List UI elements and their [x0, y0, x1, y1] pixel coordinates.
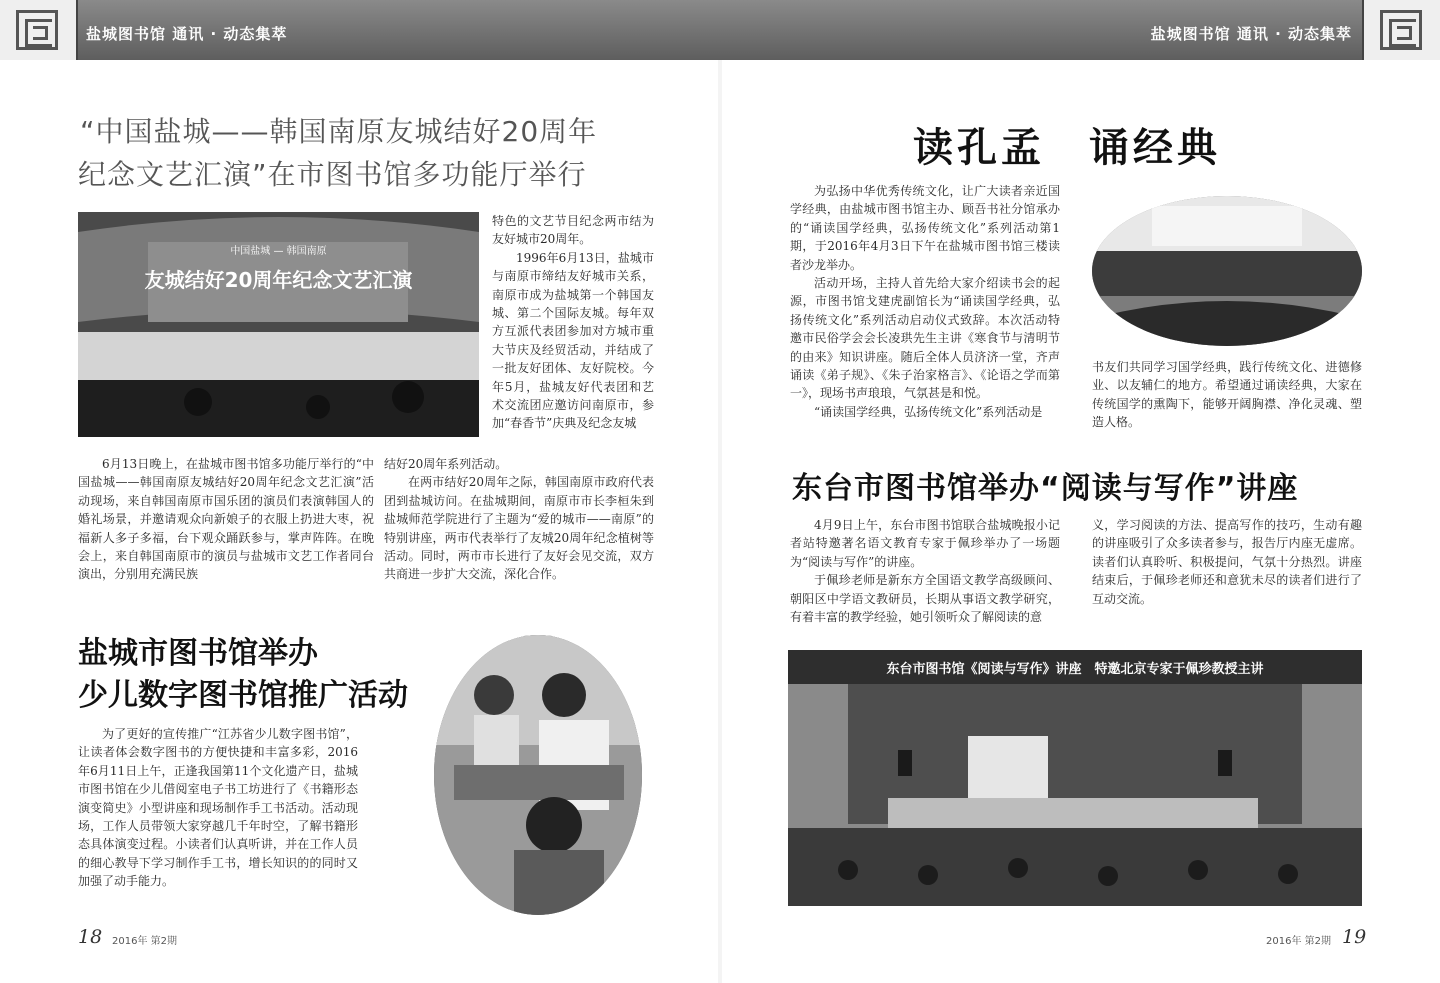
lecture-hall-photo	[788, 650, 1362, 906]
article1-title-line1: “中国盐城——韩国南原友城结好20周年	[80, 115, 598, 148]
left-header-title: 盐城图书馆 通讯 · 动态集萃	[86, 25, 288, 43]
article3-p3: “诵读国学经典，弘扬传统文化”系列活动是	[814, 404, 1043, 419]
article1-bottom-left: 6月13日晚上，在盐城市图书馆多功能厅举行的“中国盐城——韩国南原友城结好20周年纪念文艺汇演”活动现场，来自韩国南原市国乐团的演员们表演韩国人的婚礼场景，并邀请观众向新娘子的衣服上扔进大枣，祝福新人多子多福，台下观众踊跃参与，掌声阵阵。在晚会上，来自韩国南原市的演员与盐城市文艺工作者同台演出，分别用充满民族	[78, 457, 374, 582]
article1-bottom-right	[384, 455, 654, 584]
article1-title-line2: 纪念文艺汇演”在市图书馆多功能厅举行	[78, 158, 587, 191]
article1-right-column	[492, 212, 654, 433]
article1-bottom-right-p2: 在两市结好20周年之际，韩国南原市政府代表团到盐城访问。在盐城期间，南原市市长李桓朱到盐城师范学院进行了主题为“爱的城市——南原”的特别讲座，两市代表举行了友城20周年纪念植树等活动。同时，两市市长进行了友好会见交流，双方共商进一步扩大交流，深化合作。	[384, 475, 654, 582]
right-header-title: 盐城图书馆 通讯 · 动态集萃	[1150, 25, 1352, 43]
banner-line2: 友城结好20周年纪念文艺汇演	[144, 268, 413, 292]
article2-body: 为了更好的宣传推广“江苏省少儿数字图书馆”，让读者体会数字图书的方便快捷和丰富多彩，2016年6月11日上午，正逢我国第11个文化遗产日，盐城市图书馆在少儿借阅室电子书工坊进行了《书籍形态演变简史》小型讲座和现场制作手工书活动。活动现场，工作人员带领大家穿越几千年时空，了解书籍形态具体演变过程。小读者们认真听讲，并在工作人员的细心教导下学习制作手工书，增长知识的的同时又加强了动手能力。	[78, 727, 358, 889]
article2-title-line1: 盐城市图书馆举办	[78, 636, 318, 671]
page-gutter	[718, 60, 722, 983]
library-seal-icon	[1380, 10, 1422, 50]
left-logo-box	[0, 0, 78, 60]
article4-p1: 4月9日上午，东台市图书馆联合盐城晚报小记者站特邀著名语文教育专家于佩珍举办了一场题为“阅读与写作”的讲座。	[790, 518, 1060, 569]
left-issue-label: 2016年 第2期	[112, 936, 177, 947]
article4-right-column: 义，学习阅读的方法、提高写作的技巧，生动有趣的讲座吸引了众多读者参与，报告厅内座无虚席。读者们认真聆听、积极提问，气氛十分热烈。讲座结束后，于佩珍老师还和意犹未尽的读者们进行了互动交流。	[1092, 518, 1362, 606]
article2-title-line2: 少儿数字图书馆推广活动	[78, 678, 408, 713]
article3-title: 读孔孟 诵经典	[913, 124, 1221, 171]
article1-right-p1: 特色的文艺节目纪念两市结为友好城市20周年。	[492, 214, 654, 247]
banner-line1: 中国盐城 — 韩国南原	[230, 246, 327, 257]
article3-p1: 为弘扬中华优秀传统文化，让广大读者亲近国学经典，由盐城市图书馆主办、顾吾书社分馆承办的“诵读国学经典，弘扬传统文化”系列活动第1期，于2016年4月3日下午在盐城市图书馆三楼读者沙龙举办。	[790, 184, 1060, 272]
library-seal-icon	[16, 10, 58, 50]
lecture-banner: 东台市图书馆《阅读与写作》讲座 特邀北京专家于佩珍教授主讲	[886, 662, 1264, 677]
reading-club-illustration	[1092, 196, 1362, 346]
reading-club-photo	[1092, 196, 1362, 346]
article1-right-p2: 1996年6月13日，盐城市与南原市缔结友好城市关系，南原市成为盐城第一个韩国友城、第二个国际友城。每年双方互派代表团参加对方城市重大节庆及经贸活动，并结成了一批友好团体、友好院校。今年5月，盐城友好代表团和艺术交流团应邀访问南原市，参加“春香节”庆典及纪念友城	[492, 250, 654, 431]
children-reading-photo	[434, 635, 642, 915]
left-page-number: 18	[78, 926, 103, 948]
lecture-hall-illustration	[788, 650, 1362, 906]
article4-p2: 于佩珍老师是新东方全国语文教学高级顾问、朝阳区中学语文教研员，长期从事语文教学研究，有着丰富的教学经验，她引领听众了解阅读的意	[790, 573, 1060, 625]
children-reading-illustration	[434, 635, 642, 915]
article3-left-column	[790, 182, 1060, 421]
right-logo-box	[1362, 0, 1440, 60]
article4-title: 东台市图书馆举办“阅读与写作”讲座	[792, 471, 1299, 506]
article3-right-column: 书友们共同学习国学经典，践行传统文化、进德修业、以友辅仁的地方。希望通过诵读经典，大家在传统国学的熏陶下，能够开阔胸襟、净化灵魂、塑造人格。	[1092, 360, 1362, 430]
article4-left-column	[790, 516, 1060, 626]
concert-stage-photo	[78, 212, 479, 437]
right-page-number: 19	[1342, 926, 1367, 948]
right-issue-label: 2016年 第2期	[1266, 936, 1331, 947]
article1-bottom-right-p1: 结好20周年系列活动。	[384, 457, 508, 471]
page-header	[0, 0, 1440, 60]
article3-p2: 活动开场，主持人首先给大家介绍读书会的起源，市图书馆戈建虎副馆长为“诵读国学经典，弘扬传统文化”系列活动启动仪式致辞。本次活动特邀市民俗学会会长凌珙先生主讲《寒食节与清明节的由来》知识讲座。随后全体人员济济一堂，齐声诵读《弟子规》、《朱子治家格言》、《论语之学而第一》，现场书声琅琅，气氛甚是和悦。	[790, 276, 1060, 401]
